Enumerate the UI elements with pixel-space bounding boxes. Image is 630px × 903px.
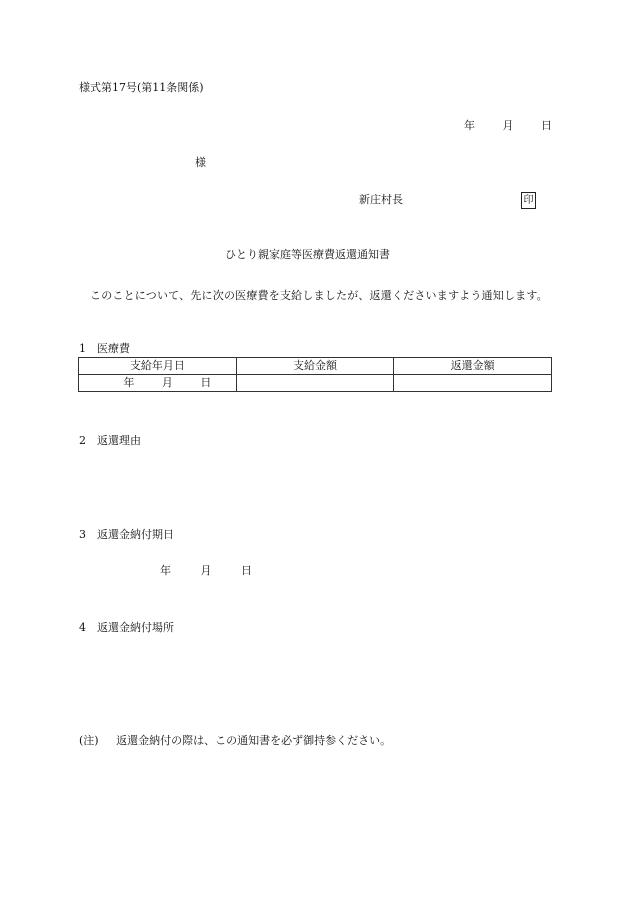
payment-date-day: 日 (200, 376, 212, 389)
deadline-day: 日 (241, 564, 252, 577)
table-header-row (79, 358, 552, 375)
paid-amount-cell (236, 375, 394, 392)
medical-table (78, 357, 552, 392)
note-prefix: (注) (79, 734, 99, 747)
table-row (79, 375, 552, 392)
note (79, 733, 391, 749)
payment-date-year: 年 (123, 376, 135, 389)
return-amount-cell (394, 375, 552, 392)
body-paragraph: このことについて、先に次の医療費を支給しましたが、返還くださいますよう通知します。 (90, 289, 548, 302)
deadline-date (160, 563, 252, 579)
document-title: ひとり親家庭等医療費返還通知書 (225, 248, 390, 261)
payment-date-cell (79, 375, 237, 392)
deadline-month: 月 (200, 564, 212, 577)
addressee-suffix: 様 (195, 156, 206, 169)
section-deadline-label: 3 返還金納付期日 (79, 528, 174, 541)
note-text: 返還金納付の際は、この通知書を必ず御持参ください。 (116, 734, 392, 747)
issue-date-day: 日 (541, 119, 552, 132)
seal-stamp: 印 (521, 192, 536, 209)
header-return-amount: 返還金額 (394, 358, 552, 375)
section-place-label: 4 返還金納付場所 (79, 621, 174, 634)
issue-date-year: 年 (464, 119, 475, 132)
section-reason-label: 2 返還理由 (79, 434, 141, 447)
header-payment-date: 支給年月日 (79, 358, 237, 375)
form-number: 様式第17号(第11条関係) (79, 81, 204, 94)
header-paid-amount: 支給金額 (236, 358, 394, 375)
payment-date-month: 月 (161, 376, 173, 389)
deadline-year: 年 (160, 564, 171, 577)
section-medical-label: 1 医療費 (79, 342, 130, 355)
issue-date-month: 月 (502, 119, 514, 132)
issuer-name: 新庄村長 (359, 193, 403, 206)
issue-date (464, 118, 552, 134)
